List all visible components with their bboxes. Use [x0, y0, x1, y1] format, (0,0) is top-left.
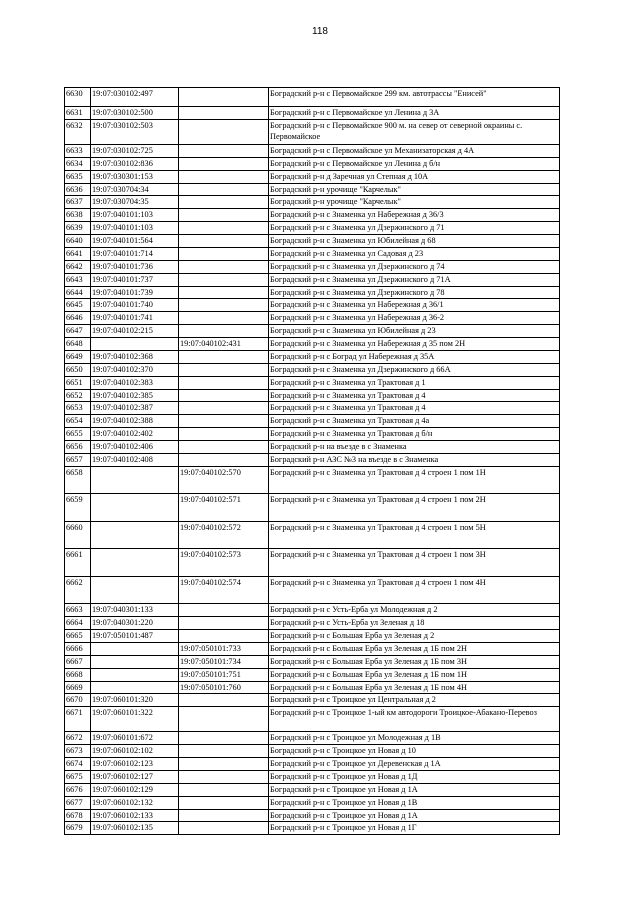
row-number-cell: 6636: [65, 183, 91, 196]
table-row: [65, 617, 560, 630]
cadastral-number-cell: [91, 521, 179, 549]
address-cell: Боградский р-н с Троицкое ул Новая д 1В: [269, 796, 560, 809]
premises-cadastral-number-cell: [179, 88, 269, 107]
premises-cadastral-number-cell: [179, 222, 269, 235]
cadastral-number-cell: 19:07:040301:133: [91, 604, 179, 617]
table-row: [65, 312, 560, 325]
cadastral-number-cell: 19:07:040102:385: [91, 389, 179, 402]
table-row: [65, 325, 560, 338]
table-row: [65, 222, 560, 235]
table-row: [65, 521, 560, 549]
cadastral-number-cell: 19:07:040101:103: [91, 209, 179, 222]
table-row: [65, 453, 560, 466]
cadastral-number-cell: 19:07:040102:402: [91, 428, 179, 441]
address-cell: Боградский р-н с Первомайское ул Механизаторская д 4А: [269, 144, 560, 157]
table-row: [65, 170, 560, 183]
address-cell: Боградский р-н с Знаменка ул Трактовая д 4 строен 1 пом 3Н: [269, 549, 560, 577]
table-row: [65, 235, 560, 248]
premises-cadastral-number-cell: [179, 312, 269, 325]
address-cell: Боградский р-н с Первомайское 299 км. автотрассы "Енисей": [269, 88, 560, 107]
table-row: [65, 107, 560, 120]
premises-cadastral-number-cell: [179, 822, 269, 835]
premises-cadastral-number-cell: [179, 453, 269, 466]
table-row: [65, 630, 560, 643]
row-number-cell: 6651: [65, 376, 91, 389]
address-cell: Боградский р-н с Троицкое ул Новая д 1А: [269, 809, 560, 822]
premises-cadastral-number-cell: 19:07:040102:571: [179, 494, 269, 522]
premises-cadastral-number-cell: [179, 745, 269, 758]
row-number-cell: 6661: [65, 549, 91, 577]
row-number-cell: 6644: [65, 286, 91, 299]
premises-cadastral-number-cell: [179, 796, 269, 809]
premises-cadastral-number-cell: [179, 415, 269, 428]
cadastral-number-cell: 19:07:040101:564: [91, 235, 179, 248]
address-cell: Боградский р-н с Троицкое ул Центральная д 2: [269, 694, 560, 707]
premises-cadastral-number-cell: 19:07:040102:572: [179, 521, 269, 549]
cadastral-number-cell: 19:07:030102:500: [91, 107, 179, 120]
row-number-cell: 6673: [65, 745, 91, 758]
table-row: [65, 549, 560, 577]
cadastral-number-cell: 19:07:030704:35: [91, 196, 179, 209]
cadastral-number-cell: 19:07:040102:388: [91, 415, 179, 428]
address-cell: Боградский р-н с Знаменка ул Дзержинского д 66А: [269, 363, 560, 376]
cadastral-number-cell: [91, 549, 179, 577]
cadastral-number-cell: 19:07:040101:714: [91, 247, 179, 260]
address-cell: Боградский р-н с Знаменка ул Дзержинского д 78: [269, 286, 560, 299]
premises-cadastral-number-cell: [179, 758, 269, 771]
cadastral-number-cell: 19:07:040102:406: [91, 441, 179, 454]
premises-cadastral-number-cell: [179, 247, 269, 260]
address-cell: Боградский р-н с Троицкое ул Деревенская д 1А: [269, 758, 560, 771]
cadastral-number-cell: [91, 576, 179, 604]
row-number-cell: 6678: [65, 809, 91, 822]
row-number-cell: 6639: [65, 222, 91, 235]
cadastral-number-cell: 19:07:030102:497: [91, 88, 179, 107]
table-row: [65, 745, 560, 758]
cadastral-number-cell: [91, 494, 179, 522]
premises-cadastral-number-cell: [179, 402, 269, 415]
cadastral-number-cell: 19:07:040102:370: [91, 363, 179, 376]
cadastral-number-cell: 19:07:030102:836: [91, 157, 179, 170]
cadastral-number-cell: 19:07:030704:34: [91, 183, 179, 196]
premises-cadastral-number-cell: 19:07:050101:734: [179, 655, 269, 668]
table-row: [65, 494, 560, 522]
row-number-cell: 6659: [65, 494, 91, 522]
premises-cadastral-number-cell: [179, 441, 269, 454]
premises-cadastral-number-cell: [179, 630, 269, 643]
cadastral-number-cell: 19:07:060101:672: [91, 732, 179, 745]
row-number-cell: 6677: [65, 796, 91, 809]
table-row: [65, 273, 560, 286]
table-row: [65, 363, 560, 376]
premises-cadastral-number-cell: [179, 809, 269, 822]
row-number-cell: 6630: [65, 88, 91, 107]
address-cell: Боградский р-н с Большая Ерба ул Зеленая д 1Б пом 4Н: [269, 681, 560, 694]
row-number-cell: 6676: [65, 783, 91, 796]
table-row: [65, 428, 560, 441]
table-row: [65, 88, 560, 107]
address-cell: Боградский р-н с Усть-Ерба ул Зеленая д 18: [269, 617, 560, 630]
address-cell: Боградский р-н с Первомайское ул Ленина д б/н: [269, 157, 560, 170]
cadastral-number-cell: 19:07:060101:320: [91, 694, 179, 707]
row-number-cell: 6670: [65, 694, 91, 707]
row-number-cell: 6642: [65, 260, 91, 273]
cadastral-number-cell: 19:07:060102:133: [91, 809, 179, 822]
row-number-cell: 6660: [65, 521, 91, 549]
row-number-cell: 6674: [65, 758, 91, 771]
table-row: [65, 770, 560, 783]
address-cell: Боградский р-н урочище "Карчелык": [269, 183, 560, 196]
cadastral-number-cell: 19:07:040102:215: [91, 325, 179, 338]
cadastral-number-cell: 19:07:040301:220: [91, 617, 179, 630]
cadastral-number-cell: 19:07:060102:127: [91, 770, 179, 783]
address-cell: Боградский р-н с Усть-Ерба ул Молодежная д 2: [269, 604, 560, 617]
premises-cadastral-number-cell: [179, 389, 269, 402]
premises-cadastral-number-cell: [179, 363, 269, 376]
premises-cadastral-number-cell: 19:07:050101:733: [179, 642, 269, 655]
address-cell: Боградский р-н с Троицкое ул Новая д 1Г: [269, 822, 560, 835]
row-number-cell: 6632: [65, 119, 91, 144]
address-cell: Боградский р-н с Знаменка ул Набережная д 35 пом 2Н: [269, 338, 560, 351]
row-number-cell: 6643: [65, 273, 91, 286]
table-row: [65, 441, 560, 454]
cadastral-number-cell: 19:07:060102:132: [91, 796, 179, 809]
premises-cadastral-number-cell: [179, 286, 269, 299]
address-cell: Боградский р-н на въезде в с Знаменка: [269, 441, 560, 454]
premises-cadastral-number-cell: [179, 694, 269, 707]
row-number-cell: 6667: [65, 655, 91, 668]
table-row: [65, 758, 560, 771]
row-number-cell: 6669: [65, 681, 91, 694]
premises-cadastral-number-cell: [179, 157, 269, 170]
table-row: [65, 389, 560, 402]
address-cell: Боградский р-н с Троицкое ул Новая д 10: [269, 745, 560, 758]
table-row: [65, 196, 560, 209]
table-row: [65, 707, 560, 732]
cadastral-number-cell: 19:07:040102:408: [91, 453, 179, 466]
table-row: [65, 402, 560, 415]
premises-cadastral-number-cell: [179, 350, 269, 363]
row-number-cell: 6633: [65, 144, 91, 157]
premises-cadastral-number-cell: [179, 428, 269, 441]
address-cell: Боградский р-н с Знаменка ул Дзержинского д 71: [269, 222, 560, 235]
address-cell: Боградский р-н с Знаменка ул Дзержинского д 74: [269, 260, 560, 273]
row-number-cell: 6656: [65, 441, 91, 454]
table-row: [65, 809, 560, 822]
cadastral-number-cell: 19:07:060102:123: [91, 758, 179, 771]
address-cell: Боградский р-н с Знаменка ул Юбилейная д 23: [269, 325, 560, 338]
premises-cadastral-number-cell: [179, 235, 269, 248]
table-row: [65, 642, 560, 655]
address-cell: Боградский р-н с Первомайское 900 м. на север от северной окраины с. Первомайское: [269, 119, 560, 144]
table-row: [65, 260, 560, 273]
address-cell: Боградский р-н урочище "Карчелык": [269, 196, 560, 209]
table-row: [65, 119, 560, 144]
cadastral-number-cell: 19:07:040101:739: [91, 286, 179, 299]
row-number-cell: 6654: [65, 415, 91, 428]
address-cell: Боградский р-н с Знаменка ул Набережная д 36/3: [269, 209, 560, 222]
address-cell: Боградский р-н д Заречная ул Степная д 10А: [269, 170, 560, 183]
address-cell: Боградский р-н с Троицкое 1-ый км автодороги Троицкое-Абакано-Перевоз: [269, 707, 560, 732]
address-cell: Боградский р-н АЗС №3 на въезде в с Знаменка: [269, 453, 560, 466]
row-number-cell: 6668: [65, 668, 91, 681]
address-cell: Боградский р-н с Знаменка ул Садовая д 23: [269, 247, 560, 260]
row-number-cell: 6657: [65, 453, 91, 466]
row-number-cell: 6640: [65, 235, 91, 248]
cadastral-number-cell: 19:07:040101:737: [91, 273, 179, 286]
row-number-cell: 6655: [65, 428, 91, 441]
row-number-cell: 6648: [65, 338, 91, 351]
premises-cadastral-number-cell: [179, 707, 269, 732]
address-cell: Боградский р-н с Знаменка ул Дзержинского д 71А: [269, 273, 560, 286]
address-cell: Боградский р-н с Знаменка ул Трактовая д 1: [269, 376, 560, 389]
address-cell: Боградский р-н с Знаменка ул Трактовая д 4 строен 1 пом 4Н: [269, 576, 560, 604]
row-number-cell: 6675: [65, 770, 91, 783]
address-cell: Боградский р-н с Знаменка ул Набережная д 36-2: [269, 312, 560, 325]
row-number-cell: 6650: [65, 363, 91, 376]
cadastral-number-cell: 19:07:060101:322: [91, 707, 179, 732]
cadastral-number-cell: 19:07:040102:383: [91, 376, 179, 389]
row-number-cell: 6638: [65, 209, 91, 222]
premises-cadastral-number-cell: 19:07:040102:570: [179, 466, 269, 494]
address-cell: Боградский р-н с Знаменка ул Трактовая д 4: [269, 389, 560, 402]
premises-cadastral-number-cell: [179, 376, 269, 389]
address-cell: Боградский р-н с Знаменка ул Трактовая д б/н: [269, 428, 560, 441]
registry-table-body: [65, 88, 560, 835]
cadastral-number-cell: 19:07:030102:725: [91, 144, 179, 157]
table-row: [65, 209, 560, 222]
cadastral-number-cell: [91, 655, 179, 668]
premises-cadastral-number-cell: [179, 107, 269, 120]
premises-cadastral-number-cell: [179, 783, 269, 796]
cadastral-number-cell: 19:07:060102:135: [91, 822, 179, 835]
row-number-cell: 6645: [65, 299, 91, 312]
row-number-cell: 6672: [65, 732, 91, 745]
table-row: [65, 668, 560, 681]
cadastral-number-cell: [91, 668, 179, 681]
row-number-cell: 6665: [65, 630, 91, 643]
cadastral-number-cell: 19:07:050101:487: [91, 630, 179, 643]
address-cell: Боградский р-н с Большая Ерба ул Зеленая д 1Б пом 3Н: [269, 655, 560, 668]
premises-cadastral-number-cell: [179, 119, 269, 144]
premises-cadastral-number-cell: [179, 260, 269, 273]
address-cell: Боградский р-н с Большая Ерба ул Зеленая д 1Б пом 1Н: [269, 668, 560, 681]
table-row: [65, 783, 560, 796]
premises-cadastral-number-cell: [179, 183, 269, 196]
premises-cadastral-number-cell: [179, 144, 269, 157]
address-cell: Боградский р-н с Знаменка ул Трактовая д 4а: [269, 415, 560, 428]
table-row: [65, 144, 560, 157]
premises-cadastral-number-cell: 19:07:050101:760: [179, 681, 269, 694]
premises-cadastral-number-cell: [179, 770, 269, 783]
address-cell: Боградский р-н с Боград ул Набережная д 35А: [269, 350, 560, 363]
address-cell: Боградский р-н с Знаменка ул Набережная д 36/1: [269, 299, 560, 312]
cadastral-number-cell: [91, 681, 179, 694]
row-number-cell: 6653: [65, 402, 91, 415]
address-cell: Боградский р-н с Знаменка ул Трактовая д 4 строен 1 пом 5Н: [269, 521, 560, 549]
address-cell: Боградский р-н с Троицкое ул Молодежная д 1В: [269, 732, 560, 745]
cadastral-number-cell: 19:07:060102:102: [91, 745, 179, 758]
address-cell: Боградский р-н с Знаменка ул Юбилейная д 68: [269, 235, 560, 248]
cadastral-number-cell: 19:07:040101:740: [91, 299, 179, 312]
row-number-cell: 6635: [65, 170, 91, 183]
cadastral-number-cell: 19:07:040102:368: [91, 350, 179, 363]
table-row: [65, 299, 560, 312]
registry-table: [64, 87, 560, 835]
premises-cadastral-number-cell: [179, 325, 269, 338]
premises-cadastral-number-cell: [179, 170, 269, 183]
premises-cadastral-number-cell: 19:07:040102:574: [179, 576, 269, 604]
table-row: [65, 157, 560, 170]
table-row: [65, 604, 560, 617]
table-row: [65, 350, 560, 363]
cadastral-number-cell: 19:07:030102:503: [91, 119, 179, 144]
table-row: [65, 376, 560, 389]
premises-cadastral-number-cell: 19:07:040102:431: [179, 338, 269, 351]
row-number-cell: 6671: [65, 707, 91, 732]
address-cell: Боградский р-н с Троицкое ул Новая д 1Д: [269, 770, 560, 783]
row-number-cell: 6647: [65, 325, 91, 338]
address-cell: Боградский р-н с Знаменка ул Трактовая д 4 строен 1 пом 2Н: [269, 494, 560, 522]
table-row: [65, 183, 560, 196]
table-row: [65, 576, 560, 604]
premises-cadastral-number-cell: [179, 299, 269, 312]
table-row: [65, 694, 560, 707]
table-row: [65, 681, 560, 694]
cadastral-number-cell: [91, 642, 179, 655]
table-row: [65, 655, 560, 668]
table-row: [65, 466, 560, 494]
row-number-cell: 6634: [65, 157, 91, 170]
address-cell: Боградский р-н с Знаменка ул Трактовая д 4: [269, 402, 560, 415]
address-cell: Боградский р-н с Первомайское ул Ленина д 3А: [269, 107, 560, 120]
cadastral-number-cell: 19:07:040101:736: [91, 260, 179, 273]
table-row: [65, 822, 560, 835]
row-number-cell: 6662: [65, 576, 91, 604]
table-row: [65, 338, 560, 351]
premises-cadastral-number-cell: [179, 732, 269, 745]
row-number-cell: 6631: [65, 107, 91, 120]
cadastral-number-cell: 19:07:040101:741: [91, 312, 179, 325]
premises-cadastral-number-cell: [179, 604, 269, 617]
row-number-cell: 6664: [65, 617, 91, 630]
row-number-cell: 6663: [65, 604, 91, 617]
premises-cadastral-number-cell: [179, 617, 269, 630]
table-row: [65, 732, 560, 745]
cadastral-number-cell: [91, 338, 179, 351]
address-cell: Боградский р-н с Большая Ерба ул Зеленая д 2: [269, 630, 560, 643]
table-row: [65, 286, 560, 299]
row-number-cell: 6658: [65, 466, 91, 494]
premises-cadastral-number-cell: [179, 209, 269, 222]
row-number-cell: 6679: [65, 822, 91, 835]
row-number-cell: 6666: [65, 642, 91, 655]
premises-cadastral-number-cell: [179, 196, 269, 209]
row-number-cell: 6641: [65, 247, 91, 260]
cadastral-number-cell: 19:07:040101:103: [91, 222, 179, 235]
premises-cadastral-number-cell: 19:07:040102:573: [179, 549, 269, 577]
row-number-cell: 6652: [65, 389, 91, 402]
cadastral-number-cell: 19:07:030301:153: [91, 170, 179, 183]
row-number-cell: 6646: [65, 312, 91, 325]
premises-cadastral-number-cell: 19:07:050101:751: [179, 668, 269, 681]
address-cell: Боградский р-н с Большая Ерба ул Зеленая д 1Б пом 2Н: [269, 642, 560, 655]
cadastral-number-cell: 19:07:060102:129: [91, 783, 179, 796]
table-row: [65, 415, 560, 428]
table-row: [65, 796, 560, 809]
address-cell: Боградский р-н с Троицкое ул Новая д 1А: [269, 783, 560, 796]
row-number-cell: 6637: [65, 196, 91, 209]
cadastral-number-cell: 19:07:040102:387: [91, 402, 179, 415]
address-cell: Боградский р-н с Знаменка ул Трактовая д 4 строен 1 пом 1Н: [269, 466, 560, 494]
table-row: [65, 247, 560, 260]
cadastral-number-cell: [91, 466, 179, 494]
row-number-cell: 6649: [65, 350, 91, 363]
premises-cadastral-number-cell: [179, 273, 269, 286]
page-number: 118: [312, 26, 328, 37]
